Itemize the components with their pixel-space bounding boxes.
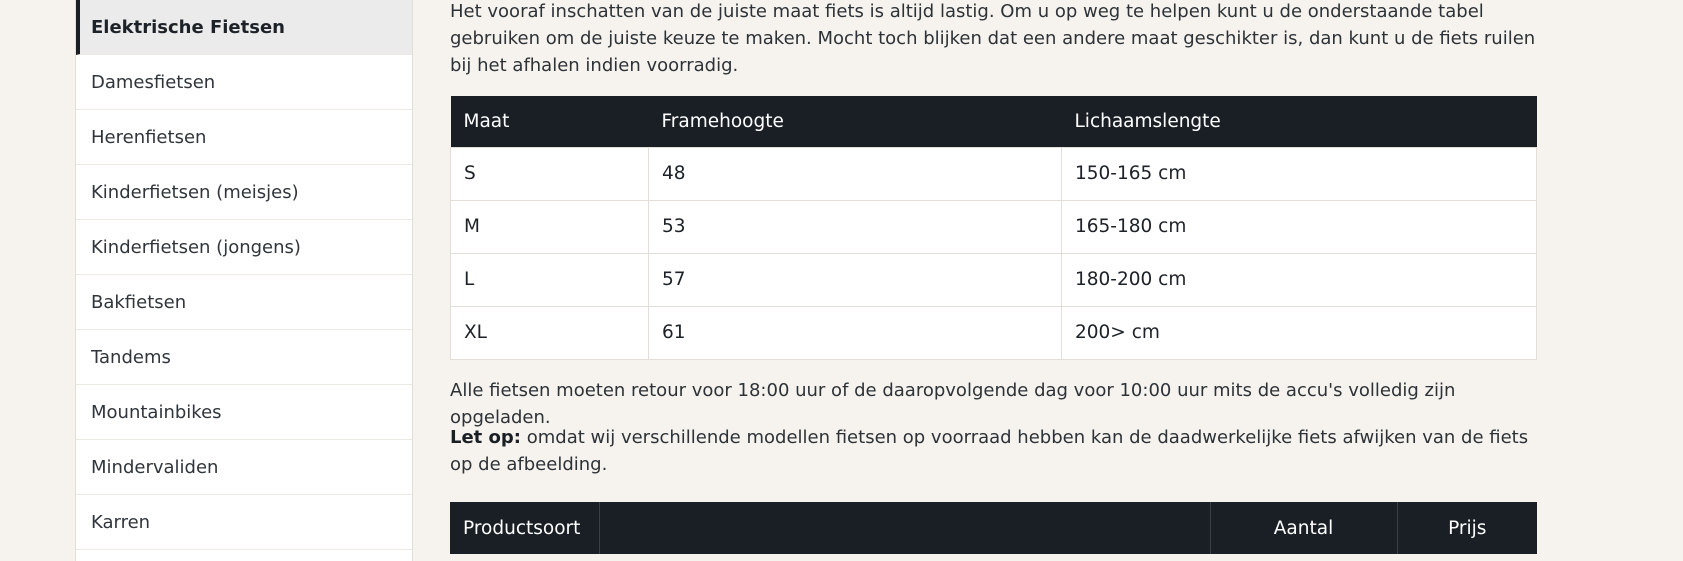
table-row [451,306,1537,359]
main-content [450,0,1537,539]
size-table [450,96,1537,360]
note-label: Let op: [450,427,521,448]
column-header-prijs: Prijs [1397,502,1537,554]
cell-lichaamslengte: 200> cm [1062,306,1537,359]
cell-framehoogte: 57 [649,253,1062,306]
sidebar-item-tandems[interactable]: Tandems [76,330,412,385]
sidebar-item-kinderfietsen-jongens[interactable]: Kinderfietsen (jongens) [76,220,412,275]
table-row [451,253,1537,306]
column-header-maat: Maat [451,96,649,147]
product-table-header-row [450,502,1537,554]
cell-framehoogte: 48 [649,147,1062,200]
cell-lichaamslengte: 180-200 cm [1062,253,1537,306]
table-row [451,200,1537,253]
table-row [451,147,1537,200]
cell-maat: XL [451,306,649,359]
note-text: omdat wij verschillende modellen fietsen op voorraad hebben kan de daadwerkelijke fiets afwijken van de fiets op de afbeelding. [450,427,1529,475]
sidebar-item-mountainbikes[interactable]: Mountainbikes [76,385,412,440]
column-header-lichaamslengte: Lichaamslengte [1062,96,1537,147]
column-header-productsoort: Productsoort [450,502,599,554]
cell-maat: M [451,200,649,253]
cell-framehoogte: 61 [649,306,1062,359]
cell-maat: L [451,253,649,306]
cell-maat: S [451,147,649,200]
intro-paragraph: Het vooraf inschatten van de juiste maat fiets is altijd lastig. Om u op weg te helpen kunt u de onderstaande tabel gebruiken om de juiste keuze te maken. Mocht toch blijken dat een andere maat geschikter is, dan kunt u de fiets ruilen bij het afhalen indien voorradig. [450,1,1536,76]
column-header-product [599,502,1210,554]
cell-lichaamslengte: 150-165 cm [1062,147,1537,200]
sidebar-item-mindervaliden[interactable]: Mindervaliden [76,440,412,495]
sidebar-item-bakfietsen[interactable]: Bakfietsen [76,275,412,330]
column-header-aantal: Aantal [1210,502,1397,554]
sidebar-item-elektrische-fietsen[interactable]: Elektrische Fietsen [76,0,412,55]
size-table-header-row [451,96,1537,147]
sidebar-item-herenfietsen[interactable]: Herenfietsen [76,110,412,165]
category-sidebar [75,0,413,561]
column-header-framehoogte: Framehoogte [649,96,1062,147]
product-table [450,502,1537,554]
return-notice: Alle fietsen moeten retour voor 18:00 uur of de daaropvolgende dag voor 10:00 uur mits de accu's volledig zijn opgeladen. [450,380,1456,428]
sidebar-item-kinderfietsen-meisjes[interactable]: Kinderfietsen (meisjes) [76,165,412,220]
note-paragraph [450,424,1537,478]
sidebar-item-karren[interactable]: Karren [76,495,412,550]
cell-lichaamslengte: 165-180 cm [1062,200,1537,253]
sidebar-item-damesfietsen[interactable]: Damesfietsen [76,55,412,110]
cell-framehoogte: 53 [649,200,1062,253]
